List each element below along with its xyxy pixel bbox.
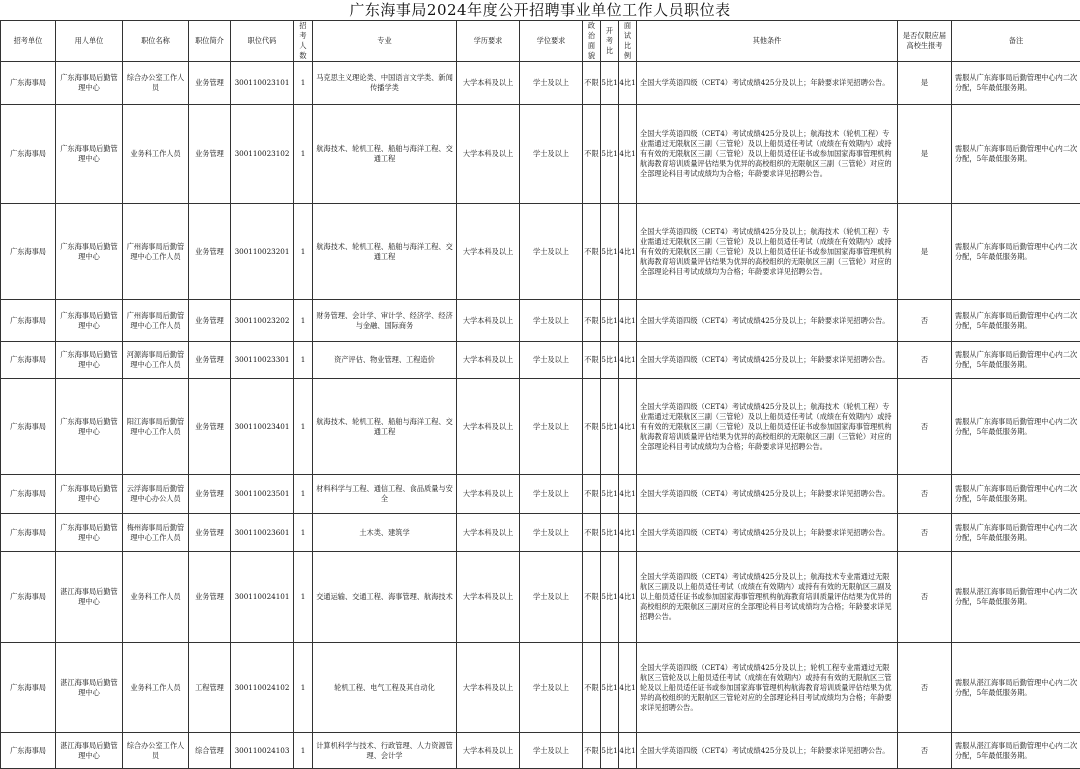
- cell-major: 交通运输、交通工程、海事管理、航海技术: [313, 552, 457, 643]
- cell-num: 1: [294, 379, 313, 475]
- cell-edu: 大学本科及以上: [457, 62, 520, 105]
- cell-unit: 广东海事局: [1, 204, 56, 300]
- cell-remarks: 需服从广东海事局后勤管理中心内二次分配，5年最低服务期。: [952, 204, 1080, 300]
- cell-interview-ratio: 4比1: [619, 733, 637, 769]
- page-title: 广东海事局2024年度公开招聘事业单位工作人员职位表: [0, 0, 1080, 20]
- cell-graduates-only: 否: [898, 342, 952, 379]
- cell-num: 1: [294, 62, 313, 105]
- cell-num: 1: [294, 552, 313, 643]
- cell-major: 航海技术、轮机工程、船舶与海洋工程、交通工程: [313, 105, 457, 204]
- cell-edu: 大学本科及以上: [457, 300, 520, 342]
- cell-degree: 学士及以上: [520, 62, 583, 105]
- cell-major: 计算机科学与技术、行政管理、人力资源管理、会计学: [313, 733, 457, 769]
- cell-position: 广州海事局后勤管理中心工作人员: [123, 300, 189, 342]
- cell-employer: 广东海事局后勤管理中心: [56, 204, 123, 300]
- table-row: [1, 62, 1080, 105]
- cell-interview-ratio: 4比1: [619, 643, 637, 733]
- cell-major: 财务管理、会计学、审计学、经济学、经济与金融、国际商务: [313, 300, 457, 342]
- cell-intro: 业务管理: [189, 204, 231, 300]
- cell-political: 不限: [583, 379, 601, 475]
- table-row: [1, 552, 1080, 643]
- cell-position: 综合办公室工作人员: [123, 733, 189, 769]
- cell-position: 综合办公室工作人员: [123, 62, 189, 105]
- table-row: [1, 204, 1080, 300]
- cell-unit: 广东海事局: [1, 105, 56, 204]
- cell-political: 不限: [583, 62, 601, 105]
- cell-remarks: 需服从广东海事局后勤管理中心内二次分配，5年最低服务期。: [952, 62, 1080, 105]
- header-code: 职位代码: [231, 21, 294, 62]
- header-graduates-only: 是否仅限应届高校生报考: [898, 21, 952, 62]
- cell-unit: 广东海事局: [1, 342, 56, 379]
- cell-political: 不限: [583, 204, 601, 300]
- cell-exam-ratio: 5比1: [601, 552, 619, 643]
- cell-employer: 湛江海事局后勤管理中心: [56, 733, 123, 769]
- header-political: 政治面貌: [583, 21, 601, 62]
- header-row: [1, 21, 1080, 62]
- cell-intro: 业务管理: [189, 62, 231, 105]
- table-row: [1, 300, 1080, 342]
- cell-interview-ratio: 4比1: [619, 475, 637, 514]
- cell-intro: 业务管理: [189, 342, 231, 379]
- cell-code: 300110024102: [231, 643, 294, 733]
- cell-major: 土木类、建筑学: [313, 514, 457, 552]
- cell-graduates-only: 否: [898, 475, 952, 514]
- cell-employer: 广东海事局后勤管理中心: [56, 62, 123, 105]
- cell-num: 1: [294, 105, 313, 204]
- cell-unit: 广东海事局: [1, 62, 56, 105]
- cell-political: 不限: [583, 643, 601, 733]
- cell-intro: 业务管理: [189, 514, 231, 552]
- cell-exam-ratio: 5比1: [601, 475, 619, 514]
- cell-degree: 学士及以上: [520, 552, 583, 643]
- cell-exam-ratio: 5比1: [601, 379, 619, 475]
- cell-exam-ratio: 5比1: [601, 514, 619, 552]
- cell-num: 1: [294, 204, 313, 300]
- cell-major: 航海技术、轮机工程、船舶与海洋工程、交通工程: [313, 379, 457, 475]
- cell-edu: 大学本科及以上: [457, 105, 520, 204]
- cell-remarks: 需服从广东海事局后勤管理中心内二次分配，5年最低服务期。: [952, 300, 1080, 342]
- table-row: [1, 379, 1080, 475]
- cell-position: 河源海事局后勤管理中心工作人员: [123, 342, 189, 379]
- cell-exam-ratio: 5比1: [601, 204, 619, 300]
- cell-employer: 广东海事局后勤管理中心: [56, 105, 123, 204]
- cell-interview-ratio: 4比1: [619, 105, 637, 204]
- cell-graduates-only: 否: [898, 733, 952, 769]
- cell-position: 业务科工作人员: [123, 105, 189, 204]
- cell-employer: 广东海事局后勤管理中心: [56, 300, 123, 342]
- cell-conditions: 全国大学英语四级（CET4）考试成绩425分及以上；年龄要求详见招聘公告。: [637, 300, 898, 342]
- cell-degree: 学士及以上: [520, 204, 583, 300]
- cell-exam-ratio: 5比1: [601, 342, 619, 379]
- cell-num: 1: [294, 514, 313, 552]
- cell-code: 300110023202: [231, 300, 294, 342]
- cell-intro: 业务管理: [189, 475, 231, 514]
- cell-degree: 学士及以上: [520, 300, 583, 342]
- cell-political: 不限: [583, 300, 601, 342]
- cell-conditions: 全国大学英语四级（CET4）考试成绩425分及以上；轮机工程专业需通过无限航区三管轮及以上船员适任考试（成绩在有效期内）或持有有效的无限航区三管轮及以上船员适任证书或参加国家海事管理机构航海教育培训质量评估结果为优异的高校组织的无限航区三管轮对应的全部理论科目考试成绩均为合格；年龄要求详见招聘公告。: [637, 643, 898, 733]
- table-row: [1, 475, 1080, 514]
- header-position: 职位名称: [123, 21, 189, 62]
- cell-conditions: 全国大学英语四级（CET4）考试成绩425分及以上；航海技术专业需通过无限航区三副及以上船员适任考试（成绩在有效期内）或持有有效的无限航区三副及以上船员适任证书或参加国家海事管理机构航海教育培训质量评估结果为优异的高校组织的无限航区三副对应的全部理论科目考试成绩均为合格；年龄要求详见招聘公告。: [637, 552, 898, 643]
- header-remarks: 备注: [952, 21, 1080, 62]
- cell-edu: 大学本科及以上: [457, 552, 520, 643]
- cell-unit: 广东海事局: [1, 379, 56, 475]
- cell-remarks: 需服从湛江海事局后勤管理中心内二次分配，5年最低服务期。: [952, 733, 1080, 769]
- cell-interview-ratio: 4比1: [619, 552, 637, 643]
- cell-unit: 广东海事局: [1, 643, 56, 733]
- cell-num: 1: [294, 300, 313, 342]
- cell-conditions: 全国大学英语四级（CET4）考试成绩425分及以上；年龄要求详见招聘公告。: [637, 733, 898, 769]
- cell-degree: 学士及以上: [520, 643, 583, 733]
- cell-degree: 学士及以上: [520, 475, 583, 514]
- cell-position: 梅州海事局后勤管理中心工作人员: [123, 514, 189, 552]
- cell-num: 1: [294, 342, 313, 379]
- cell-employer: 广东海事局后勤管理中心: [56, 475, 123, 514]
- header-edu: 学历要求: [457, 21, 520, 62]
- cell-major: 资产评估、物业管理、工程造价: [313, 342, 457, 379]
- cell-exam-ratio: 5比1: [601, 643, 619, 733]
- cell-interview-ratio: 4比1: [619, 62, 637, 105]
- cell-conditions: 全国大学英语四级（CET4）考试成绩425分及以上；航海技术（轮机工程）专业需通过无限航区三副（三管轮）及以上船员适任考试（成绩在有效期内）或持有有效的无限航区三副（三管轮）及以上船员适任证书或参加国家海事管理机构航海教育培训质量评估结果为优异的高校组织的无限航区三副（三管轮）对应的全部理论科目考试成绩均为合格；年龄要求详见招聘公告。: [637, 105, 898, 204]
- cell-unit: 广东海事局: [1, 514, 56, 552]
- table-row: [1, 733, 1080, 769]
- cell-graduates-only: 否: [898, 643, 952, 733]
- cell-degree: 学士及以上: [520, 514, 583, 552]
- table-row: [1, 342, 1080, 379]
- cell-code: 300110024101: [231, 552, 294, 643]
- cell-code: 300110023101: [231, 62, 294, 105]
- cell-political: 不限: [583, 733, 601, 769]
- cell-intro: 综合管理: [189, 733, 231, 769]
- cell-graduates-only: 否: [898, 379, 952, 475]
- header-exam-ratio: 开考比: [601, 21, 619, 62]
- header-interview-ratio: 面试比例: [619, 21, 637, 62]
- header-intro: 职位简介: [189, 21, 231, 62]
- cell-intro: 业务管理: [189, 552, 231, 643]
- cell-position: 阳江海事局后勤管理中心工作人员: [123, 379, 189, 475]
- cell-employer: 广东海事局后勤管理中心: [56, 342, 123, 379]
- cell-num: 1: [294, 733, 313, 769]
- cell-conditions: 全国大学英语四级（CET4）考试成绩425分及以上；航海技术（轮机工程）专业需通过无限航区三副（三管轮）及以上船员适任考试（成绩在有效期内）或持有有效的无限航区三副（三管轮）及以上船员适任证书或参加国家海事管理机构航海教育培训质量评估结果为优异的高校组织的无限航区三副（三管轮）对应的全部理论科目考试成绩均为合格；年龄要求详见招聘公告。: [637, 379, 898, 475]
- cell-remarks: 需服从湛江海事局后勤管理中心内二次分配，5年最低服务期。: [952, 643, 1080, 733]
- cell-remarks: 需服从湛江海事局后勤管理中心内二次分配，5年最低服务期。: [952, 552, 1080, 643]
- cell-exam-ratio: 5比1: [601, 300, 619, 342]
- header-unit: 招考单位: [1, 21, 56, 62]
- cell-political: 不限: [583, 475, 601, 514]
- table-row: [1, 105, 1080, 204]
- cell-unit: 广东海事局: [1, 733, 56, 769]
- cell-interview-ratio: 4比1: [619, 379, 637, 475]
- cell-edu: 大学本科及以上: [457, 733, 520, 769]
- cell-code: 300110023201: [231, 204, 294, 300]
- cell-interview-ratio: 4比1: [619, 514, 637, 552]
- cell-code: 300110023501: [231, 475, 294, 514]
- cell-major: 航海技术、轮机工程、船舶与海洋工程、交通工程: [313, 204, 457, 300]
- cell-conditions: 全国大学英语四级（CET4）考试成绩425分及以上；年龄要求详见招聘公告。: [637, 475, 898, 514]
- cell-conditions: 全国大学英语四级（CET4）考试成绩425分及以上；年龄要求详见招聘公告。: [637, 342, 898, 379]
- cell-num: 1: [294, 475, 313, 514]
- table-row: [1, 514, 1080, 552]
- cell-graduates-only: 是: [898, 204, 952, 300]
- cell-political: 不限: [583, 105, 601, 204]
- cell-exam-ratio: 5比1: [601, 733, 619, 769]
- cell-employer: 湛江海事局后勤管理中心: [56, 552, 123, 643]
- cell-major: 材料科学与工程、通信工程、食品质量与安全: [313, 475, 457, 514]
- cell-edu: 大学本科及以上: [457, 514, 520, 552]
- cell-position: 业务科工作人员: [123, 643, 189, 733]
- cell-major: 轮机工程、电气工程及其自动化: [313, 643, 457, 733]
- cell-code: 300110023601: [231, 514, 294, 552]
- header-employer: 用人单位: [56, 21, 123, 62]
- cell-edu: 大学本科及以上: [457, 204, 520, 300]
- cell-code: 300110024103: [231, 733, 294, 769]
- cell-exam-ratio: 5比1: [601, 105, 619, 204]
- cell-degree: 学士及以上: [520, 342, 583, 379]
- cell-unit: 广东海事局: [1, 552, 56, 643]
- cell-degree: 学士及以上: [520, 379, 583, 475]
- table-body: [1, 62, 1080, 769]
- cell-edu: 大学本科及以上: [457, 379, 520, 475]
- cell-conditions: 全国大学英语四级（CET4）考试成绩425分及以上；年龄要求详见招聘公告。: [637, 514, 898, 552]
- cell-position: 广州海事局后勤管理中心工作人员: [123, 204, 189, 300]
- cell-unit: 广东海事局: [1, 475, 56, 514]
- cell-intro: 业务管理: [189, 105, 231, 204]
- cell-graduates-only: 否: [898, 552, 952, 643]
- header-degree: 学位要求: [520, 21, 583, 62]
- cell-interview-ratio: 4比1: [619, 204, 637, 300]
- cell-code: 300110023401: [231, 379, 294, 475]
- cell-employer: 湛江海事局后勤管理中心: [56, 643, 123, 733]
- cell-intro: 工程管理: [189, 643, 231, 733]
- cell-major: 马克思主义理论类、中国语言文学类、新闻传播学类: [313, 62, 457, 105]
- cell-interview-ratio: 4比1: [619, 300, 637, 342]
- header-conditions: 其他条件: [637, 21, 898, 62]
- cell-graduates-only: 否: [898, 514, 952, 552]
- cell-code: 300110023102: [231, 105, 294, 204]
- cell-edu: 大学本科及以上: [457, 342, 520, 379]
- header-major: 专业: [313, 21, 457, 62]
- cell-graduates-only: 否: [898, 300, 952, 342]
- cell-graduates-only: 是: [898, 105, 952, 204]
- cell-exam-ratio: 5比1: [601, 62, 619, 105]
- cell-employer: 广东海事局后勤管理中心: [56, 514, 123, 552]
- cell-position: 云浮海事局后勤管理中心办公人员: [123, 475, 189, 514]
- cell-remarks: 需服从广东海事局后勤管理中心内二次分配，5年最低服务期。: [952, 514, 1080, 552]
- cell-degree: 学士及以上: [520, 733, 583, 769]
- cell-remarks: 需服从广东海事局后勤管理中心内二次分配，5年最低服务期。: [952, 379, 1080, 475]
- cell-edu: 大学本科及以上: [457, 643, 520, 733]
- header-num: 招考人数: [294, 21, 313, 62]
- cell-num: 1: [294, 643, 313, 733]
- cell-position: 业务科工作人员: [123, 552, 189, 643]
- cell-political: 不限: [583, 342, 601, 379]
- cell-conditions: 全国大学英语四级（CET4）考试成绩425分及以上；年龄要求详见招聘公告。: [637, 62, 898, 105]
- cell-remarks: 需服从广东海事局后勤管理中心内二次分配，5年最低服务期。: [952, 342, 1080, 379]
- cell-political: 不限: [583, 552, 601, 643]
- table-row: [1, 643, 1080, 733]
- cell-employer: 广东海事局后勤管理中心: [56, 379, 123, 475]
- cell-code: 300110023301: [231, 342, 294, 379]
- cell-graduates-only: 是: [898, 62, 952, 105]
- cell-intro: 业务管理: [189, 379, 231, 475]
- cell-intro: 业务管理: [189, 300, 231, 342]
- cell-edu: 大学本科及以上: [457, 475, 520, 514]
- positions-table: [0, 20, 1080, 769]
- cell-political: 不限: [583, 514, 601, 552]
- cell-degree: 学士及以上: [520, 105, 583, 204]
- cell-unit: 广东海事局: [1, 300, 56, 342]
- cell-conditions: 全国大学英语四级（CET4）考试成绩425分及以上；航海技术（轮机工程）专业需通过无限航区三副（三管轮）及以上船员适任考试（成绩在有效期内）或持有有效的无限航区三副（三管轮）及以上船员适任证书或参加国家海事管理机构航海教育培训质量评估结果为优异的高校组织的无限航区三副（三管轮）对应的全部理论科目考试成绩均为合格；年龄要求详见招聘公告。: [637, 204, 898, 300]
- cell-interview-ratio: 4比1: [619, 342, 637, 379]
- cell-remarks: 需服从广东海事局后勤管理中心内二次分配，5年最低服务期。: [952, 105, 1080, 204]
- cell-remarks: 需服从广东海事局后勤管理中心内二次分配，5年最低服务期。: [952, 475, 1080, 514]
